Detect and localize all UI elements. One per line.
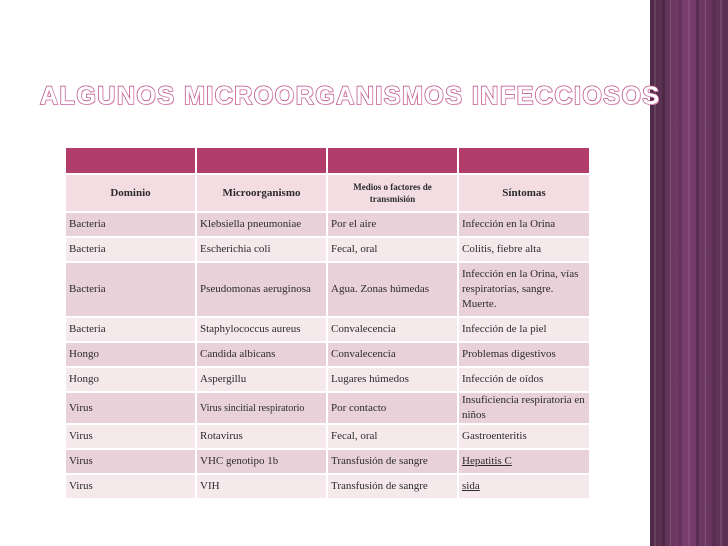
cell-sintomas: Insuficiencia respiratoria en niños [458,392,590,424]
side-decorative-band [650,0,728,546]
header-sintomas: Síntomas [458,174,590,212]
cell-dominio: Bacteria [65,262,196,317]
cell-sintomas: Colitis, fiebre alta [458,237,590,262]
cell-sintomas: Infección de la piel [458,317,590,342]
band-stripe [705,0,706,546]
cell-medios: Lugares húmedos [327,367,458,392]
cell-dominio: Bacteria [65,317,196,342]
cell-medios: Por contacto [327,392,458,424]
cell-sintomas: Infección en la Orina [458,212,590,237]
band-stripe [662,0,665,546]
header-medios: Medios o factores de transmisión [327,174,458,212]
sida-link[interactable]: sida [458,474,590,499]
table-row [65,342,590,367]
band-stripe [696,0,699,546]
table-row [65,392,590,424]
table-row [65,424,590,449]
cell-dominio: Virus [65,392,196,424]
cell-microorganismo: Klebsiella pneumoniae [196,212,327,237]
cell-medios: Convalecencia [327,317,458,342]
table-row [65,212,590,237]
cell-microorganismo: Pseudomonas aeruginosa [196,262,327,317]
cell-microorganismo: VHC genotipo 1b [196,449,327,474]
table-row [65,317,590,342]
band-stripe [712,0,716,546]
cell-dominio: Hongo [65,342,196,367]
cell-dominio: Bacteria [65,237,196,262]
table-row [65,449,590,474]
table-row [65,474,590,499]
table-row [65,237,590,262]
table-row [65,262,590,317]
cell-dominio: Virus [65,449,196,474]
band-stripe [678,0,682,546]
cell-sintomas: Gastroenteritis [458,424,590,449]
cell-sintomas: Infección en la Orina, vías respiratorias, sangre. Muerte. [458,262,590,317]
microorganisms-table [64,146,591,500]
band-cell [65,147,196,174]
band-stripe [720,0,722,546]
cell-medios: Transfusión de sangre [327,449,458,474]
header-microorganismo: Microorganismo [196,174,327,212]
table-header-row [65,174,590,212]
cell-medios: Agua. Zonas húmedas [327,262,458,317]
cell-microorganismo: VIH [196,474,327,499]
cell-microorganismo: Escherichia coli [196,237,327,262]
hepatitis-c-link[interactable]: Hepatitis C [458,449,590,474]
cell-microorganismo: Candida albicans [196,342,327,367]
cell-dominio: Hongo [65,367,196,392]
cell-microorganismo: Rotavirus [196,424,327,449]
band-stripe [670,0,671,546]
band-cell [327,147,458,174]
cell-microorganismo: Virus sincitial respiratorio [196,392,327,424]
band-cell [458,147,590,174]
cell-sintomas: Problemas digestivos [458,342,590,367]
slide-title: ALGUNOS MICROORGANISMOS INFECCIOSOS [40,82,661,110]
cell-sintomas: Infección de oídos [458,367,590,392]
cell-medios: Fecal, oral [327,237,458,262]
cell-dominio: Bacteria [65,212,196,237]
cell-medios: Por el aire [327,212,458,237]
cell-medios: Convalecencia [327,342,458,367]
band-cell [196,147,327,174]
cell-microorganismo: Staphylococcus aureus [196,317,327,342]
cell-microorganismo: Aspergillu [196,367,327,392]
table-top-band [65,147,590,174]
cell-dominio: Virus [65,474,196,499]
band-stripe [688,0,690,546]
header-dominio: Dominio [65,174,196,212]
cell-medios: Transfusión de sangre [327,474,458,499]
table-row [65,367,590,392]
cell-dominio: Virus [65,424,196,449]
cell-medios: Fecal, oral [327,424,458,449]
